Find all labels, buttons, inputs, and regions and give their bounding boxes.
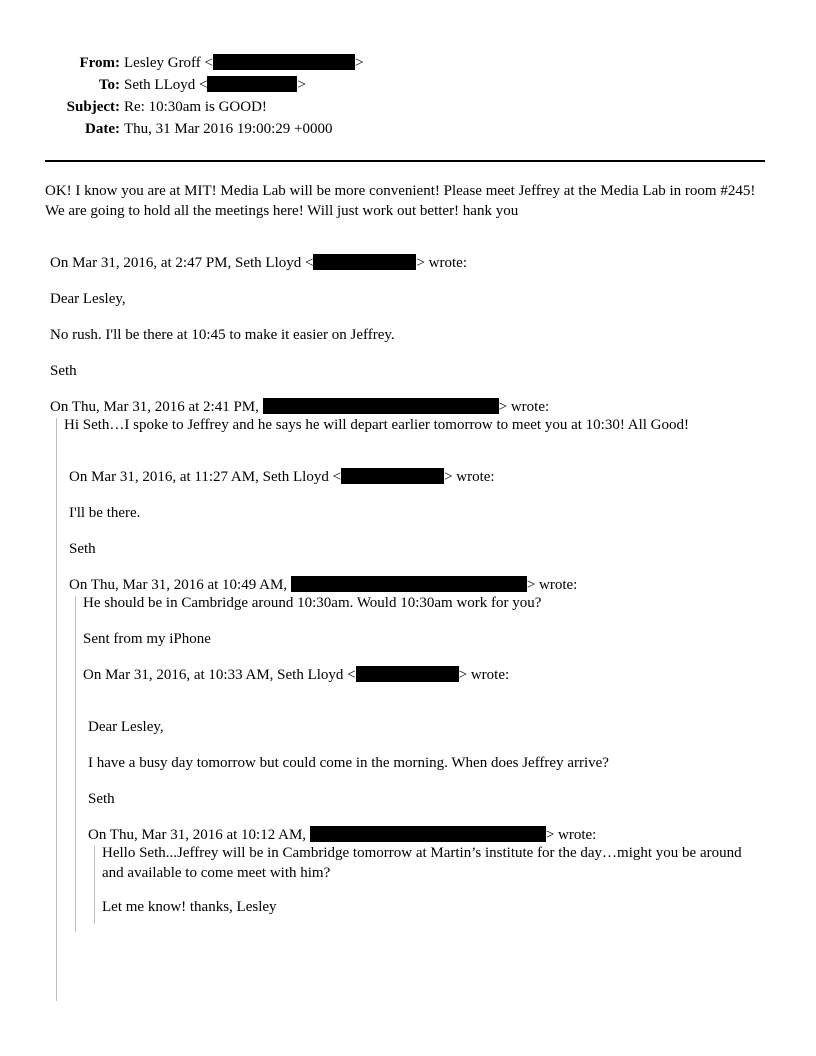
attribution-wrote: > wrote: — [526, 577, 578, 593]
quote-bar — [94, 846, 95, 924]
quote-attribution — [83, 665, 509, 685]
quote-sent-note: Sent from my iPhone — [83, 631, 211, 647]
quote-signature: Seth — [88, 791, 115, 807]
quote-greeting: Dear Lesley, — [88, 719, 164, 735]
attribution-wrote: > wrote: — [545, 827, 597, 843]
date-value: Thu, 31 Mar 2016 19:00:29 +0000 — [124, 121, 333, 137]
attribution-text: On Mar 31, 2016, at 2:47 PM, Seth Lloyd < — [50, 255, 314, 271]
main-message: OK! I know you are at MIT! Media Lab will be more convenient! Please meet Jeffrey at the Media Lab in room #245! We are going to hold all the meetings here! Will just work out better! hank you — [45, 183, 756, 219]
from-name: Lesley Groff < — [124, 55, 213, 71]
quote-attribution — [69, 575, 577, 595]
quote-closing: Let me know! thanks, Lesley — [102, 899, 277, 915]
quote-text: I have a busy day tomorrow but could come in the morning. When does Jeffrey arrive? — [88, 755, 609, 771]
quote-text: I'll be there. — [69, 505, 141, 521]
redaction-block — [356, 666, 459, 682]
date-label: Date: — [85, 121, 120, 137]
to-close: > — [297, 77, 306, 93]
quote-text: No rush. I'll be there at 10:45 to make it easier on Jeffrey. — [50, 327, 395, 343]
redaction-block — [313, 254, 416, 270]
attribution-text: On Mar 31, 2016, at 11:27 AM, Seth Lloyd < — [69, 469, 342, 485]
attribution-text: On Thu, Mar 31, 2016 at 10:49 AM, — [69, 577, 288, 593]
from-label: From: — [79, 55, 120, 71]
attribution-wrote: > wrote: — [498, 399, 550, 415]
header-divider — [45, 160, 765, 162]
quote-greeting: Dear Lesley, — [50, 291, 126, 307]
redaction-block — [207, 76, 297, 92]
quote-signature: Seth — [69, 541, 96, 557]
quote-bar — [56, 418, 57, 1001]
attribution-wrote: > wrote: — [444, 469, 495, 485]
quote-attribution — [50, 253, 467, 273]
quote-attribution — [69, 467, 495, 487]
from-close: > — [355, 55, 364, 71]
quote-text: Hello Seth...Jeffrey will be in Cambridge tomorrow at Martin’s institute for the day…might you be around and available to come meet with him? — [102, 845, 742, 881]
attribution-text: On Mar 31, 2016, at 10:33 AM, Seth Lloyd < — [83, 667, 356, 683]
quote-text: Hi Seth…I spoke to Jeffrey and he says he will depart earlier tomorrow to meet you at 10:30! All Good! — [64, 417, 689, 433]
redaction-block — [291, 576, 527, 592]
quote-bar — [75, 596, 76, 932]
attribution-wrote: > wrote: — [458, 667, 510, 683]
subject-value: Re: 10:30am is GOOD! — [124, 99, 267, 115]
quote-attribution — [50, 397, 549, 417]
to-label: To: — [98, 77, 120, 93]
attribution-text: On Thu, Mar 31, 2016 at 2:41 PM, — [50, 399, 259, 415]
attribution-wrote: > wrote: — [416, 255, 467, 271]
to-name: Seth LLoyd < — [124, 77, 208, 93]
redaction-block — [263, 398, 499, 414]
redaction-block — [310, 826, 546, 842]
attribution-text: On Thu, Mar 31, 2016 at 10:12 AM, — [88, 827, 307, 843]
quote-attribution — [88, 825, 596, 845]
redaction-block — [341, 468, 444, 484]
subject-label: Subject: — [66, 99, 120, 115]
quote-text: He should be in Cambridge around 10:30am. Would 10:30am work for you? — [83, 595, 542, 611]
quote-signature: Seth — [50, 363, 77, 379]
redaction-block — [213, 54, 355, 70]
